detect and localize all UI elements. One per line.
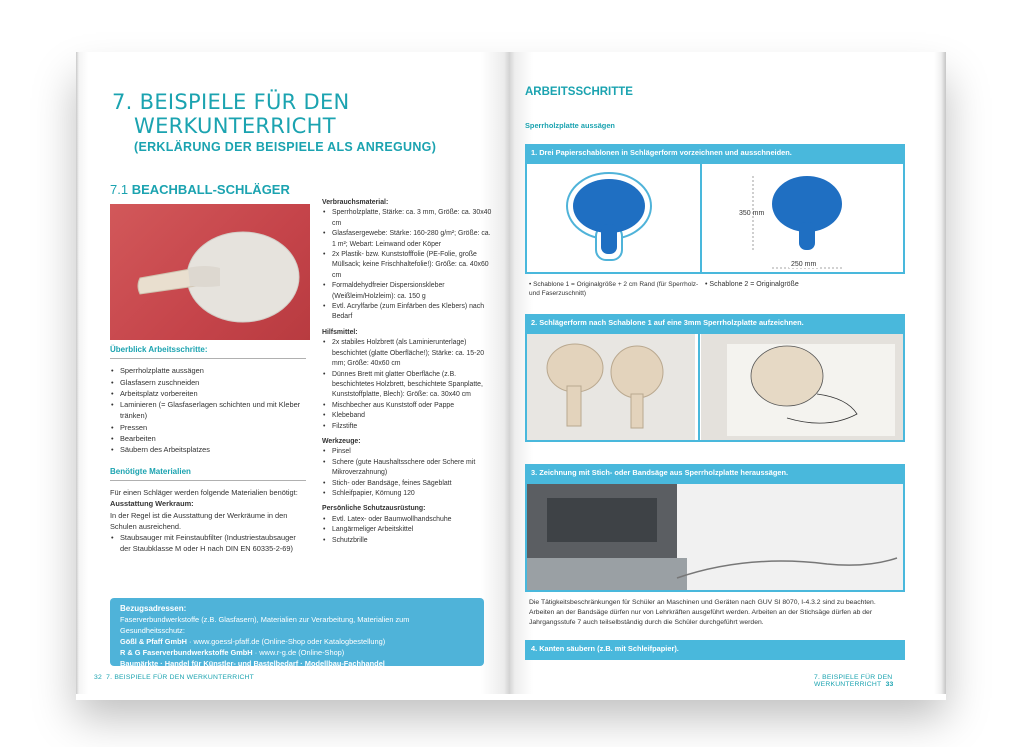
divider [110,358,306,359]
aids-heading: Hilfsmittel: [322,328,358,336]
page-number: 32 [94,674,102,681]
materials-column [322,198,492,546]
list-item: • Stich- oder Bandsäge, feines Sägeblatt [322,479,492,489]
list-item: • Schleifpapier, Körnung 120 [322,489,492,499]
step-1-panel [525,162,905,274]
supplier-name: Gößl & Pfaff GmbH [120,637,187,646]
list-item: • Bearbeiten [110,433,306,444]
paddle-illustration [110,204,310,340]
right-page [509,52,946,694]
list-item: • Laminieren (= Glasfaserlagen schichten und mit Kleber tränken) [110,399,306,422]
list-item: • Pinsel [322,447,492,457]
workroom-list [110,532,306,555]
chapter-title-line1: 7. BEISPIELE FÜR DEN [112,90,350,114]
right-footer [814,674,946,688]
chapter-title-line2: WERKUNTERRICHT [134,114,336,138]
addresses-line: Faserverbundwerkstoffe (z.B. Glasfasern), Materialien zur Verarbeitung, Materialien zum Gesundheitsschutz: [120,615,410,635]
list-item: • Staubsauger mit Feinstaubfilter (Industriestaubsauger der Staubklasse M oder H nach DIN EN 60335-2-69) [110,532,306,555]
list-item: • Schutzbrille [322,536,492,546]
workroom-heading: Ausstattung Werkraum: [110,499,194,509]
page-number: 33 [885,681,894,688]
list-item: • Evtl. Acrylfarbe (zum Einfärben des Klebers) nach Bedarf [322,302,492,323]
aids-list [322,338,492,432]
list-item: • Schere (gute Haushaltsschere oder Schere mit Mikroverzahnung) [322,458,492,479]
steps-title: ARBEITSSCHRITTE [525,86,633,98]
jigsaw-photo [527,484,903,590]
paddle-photo [110,204,310,340]
addresses-line: Baumärkte · Handel für Künstler- und Bastelbedarf · Modellbau-Fachhandel [120,659,385,668]
list-item: • Pressen [110,422,306,433]
step-2-photos [527,334,903,440]
section-title: BEACHBALL-SCHLÄGER [131,182,290,197]
list-item: • Sperrholzplatte aussägen [110,365,306,376]
list-item: • Glasfasern zuschneiden [110,377,306,388]
list-item: • Mischbecher aus Kunststoff oder Pappe [322,401,492,411]
supplier-name: R & G Faserverbundwerkstoffe GmbH [120,648,253,657]
caption-text: Schablone 2 = Originalgröße [709,281,799,288]
list-item: • Säubern des Arbeitsplatzes [110,444,306,455]
template-caption-2: • Schablone 2 = Originalgröße [705,281,799,288]
list-item: • Dünnes Brett mit glatter Oberfläche (z.B. beschichtetes Holzbrett, beschichtete Spanplatte, Kunststoffplatte, Blech): Größe: ca. 30x40 cm [322,370,492,401]
list-item: • Evtl. Latex- oder Baumwollhandschuhe [322,515,492,525]
supplier-link[interactable]: · www.goessl-pfaff.de (Online-Shop oder Katalogbestellung) [186,637,386,646]
footer-title: 7. BEISPIELE FÜR DEN WERKUNTERRICHT [106,674,255,681]
list-item: • Langärmeliger Arbeitskittel [322,525,492,535]
left-page [76,52,509,694]
supplier-link[interactable]: · www.r-g.de (Online-Shop) [252,648,345,657]
steps-subheading: Sperrholzplatte aussägen [525,121,615,130]
materials-intro: Für einen Schläger werden folgende Materialien benötigt: [110,487,298,497]
list-item: • 2x stabiles Holzbrett (als Laminierunterlage) beschichtet (glatte Oberfläche!); Stärke: ca. 15-20 mm; Größe: 40x60 cm [322,338,492,369]
addresses-heading: Bezugsadressen: [120,604,187,613]
left-footer [94,674,254,681]
consumables-heading: Verbrauchsmaterial: [322,199,389,206]
list-item: • Glasfasergewebe: Stärke: 160-280 g/m²; Größe: ca. 1 m²; Webart: Leinwand oder Köper [322,229,492,250]
dimension-height: 350 mm [739,210,765,217]
caption-text: Schablone 1 = Originalgröße + 2 cm Rand (für Sperrholz- und Faserzuschnitt) [529,281,699,297]
overview-list [110,365,306,455]
chapter-subtitle: (ERKLÄRUNG DER BEISPIELE ALS ANREGUNG) [134,140,437,154]
dimension-width: 250 mm [791,261,817,268]
tools-heading: Werkzeuge: [322,437,361,445]
open-brochure [76,52,946,694]
footer-title: 7. BEISPIELE FÜR DEN WERKUNTERRICHT [814,674,893,688]
ppe-heading: Persönliche Schutzausrüstung: [322,505,426,513]
divider [110,480,306,481]
step-4-bar: 4. Kanten säubern (z.B. mit Schleifpapier). [525,640,905,660]
section-heading [110,182,290,197]
addresses-box [110,598,484,666]
paddle-templates-diagram [527,164,903,272]
step-3-panel [525,482,905,592]
step-2-bar: 2. Schlägerform nach Schablone 1 auf eine 3mm Sperrholzplatte aufzeichnen. [525,314,905,332]
list-item: • Formaldehydfreier Dispersionskleber (Weißleim/Holzleim): ca. 150 g [322,281,492,302]
list-item: • Arbeitsplatz vorbereiten [110,388,306,399]
section-number: 7.1 [110,182,129,197]
consumables-list [322,208,492,322]
step-1-bar: 1. Drei Papierschablonen in Schlägerform vorzeichnen und ausschneiden. [525,144,905,162]
step-2-panel [525,332,905,442]
list-item: • Klebeband [322,411,492,421]
template-caption-1: • Schablone 1 = Originalgröße + 2 cm Rand (für Sperrholz- und Faserzuschnitt) [529,281,699,297]
list-item: • Filzstifte [322,422,492,432]
list-item: • Sperrholzplatte, Stärke: ca. 3 mm, Größe: ca. 30x40 cm [322,208,492,229]
safety-note: Die Tätigkeitsbeschränkungen für Schüler an Maschinen und Geräten nach GUV SI 8070, I-4.3.2 sind zu beachten. Arbeiten an der Bandsäge dürfen nur von Lehrkräften ausgeführt werden. Arbeiten an der Stichsäge dürfen ab der Jahrgangsstufe 7 auch teilselbständig durch die Schüler durchgeführt werden. [529,599,876,626]
tools-list [322,447,492,499]
addresses-line [120,636,474,647]
materials-heading: Benötigte Materialien [110,466,191,476]
list-item: • 2x Plastik- bzw. Kunststofffolie (PE-Folie, große Müllsack; keine Frischhaltefolie!): Größe: ca. 40x60 cm [322,250,492,281]
overview-block [110,344,306,555]
overview-heading: Überblick Arbeitsschritte: [110,345,208,354]
addresses-line [120,647,474,658]
step-3-bar: 3. Zeichnung mit Stich- oder Bandsäge aus Sperrholzplatte heraussägen. [525,464,905,482]
ppe-list [322,515,492,546]
workroom-text: In der Regel ist die Ausstattung der Werkräume in den Schulen ausreichend. [110,510,288,531]
